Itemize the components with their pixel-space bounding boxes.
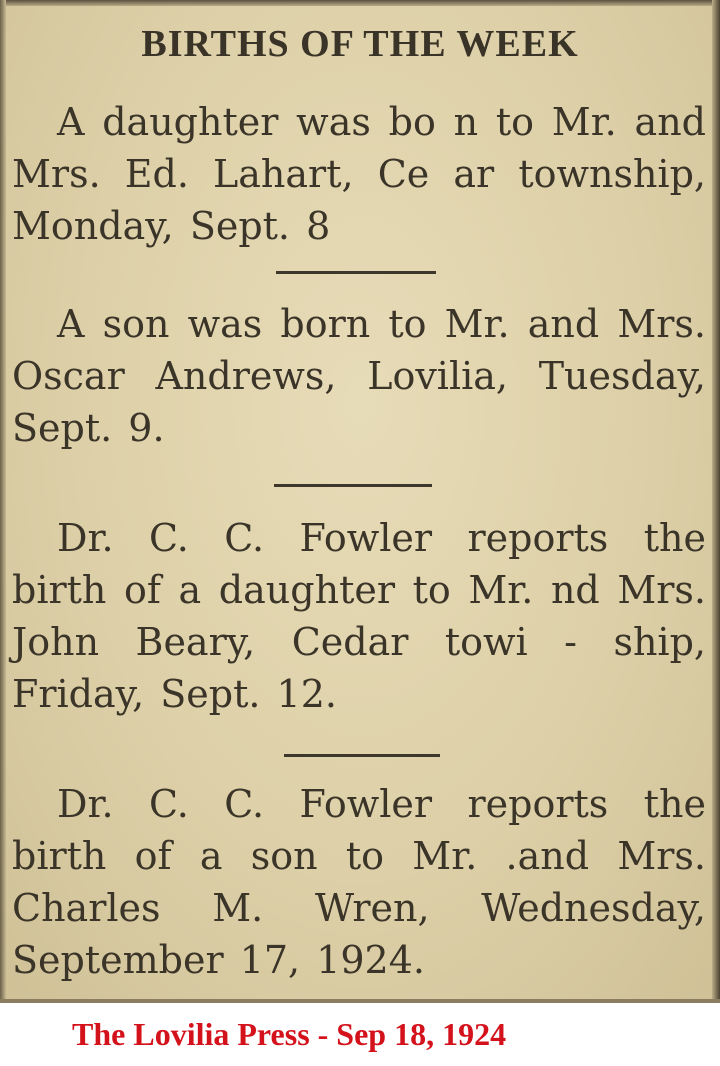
clipping-headline: BIRTHS OF THE WEEK [141, 23, 579, 65]
clipping-edge-left [0, 0, 6, 1003]
source-caption: The Lovilia Press - Sep 18, 1924 [72, 1016, 507, 1052]
birth-notice-4: Dr. C. C. Fowler reports the birth of a son to Mr. .and Mrs. Charles M. Wren, Wednesday, September 17, 1924. [12, 782, 706, 982]
clipping-edge-right [712, 0, 720, 1003]
section-divider-2 [274, 484, 432, 487]
clipping-edge-top [0, 0, 720, 6]
birth-notice-3: Dr. C. C. Fowler reports the birth of a daughter to Mr. nd Mrs. John Beary, Cedar towi - ship, Friday, Sept. 12. [12, 516, 706, 716]
clipping-edge-bottom [0, 999, 720, 1003]
birth-notice-2: A son was born to Mr. and Mrs. Oscar Andrews, Lovilia, Tuesday, Sept. 9. [12, 302, 706, 450]
section-divider-3 [284, 754, 440, 757]
birth-notice-1: A daughter was bo n to Mr. and Mrs. Ed. Lahart, Ce ar township, Monday, Sept. 8 [12, 100, 706, 248]
section-divider-1 [276, 271, 436, 274]
